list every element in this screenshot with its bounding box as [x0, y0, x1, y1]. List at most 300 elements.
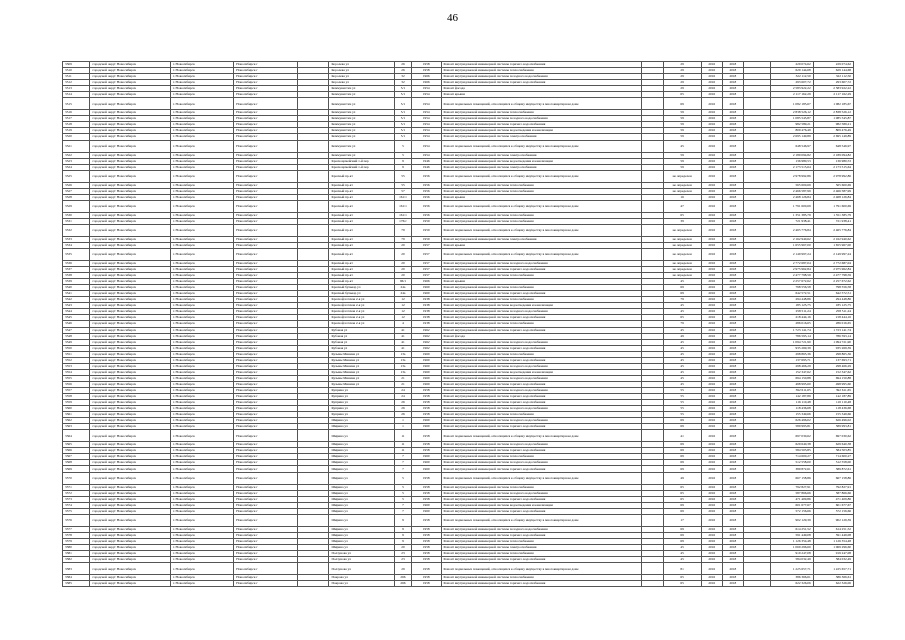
row-number: 3539	[63, 279, 90, 285]
wear-cell: 45	[663, 375, 701, 381]
row-number: 3546	[63, 321, 90, 327]
street-cell: Куприна ул	[329, 406, 395, 412]
district-cell: городской округ Новосибирск	[90, 557, 170, 563]
row-number: 3529	[63, 200, 90, 212]
cost-fund-cell: 2 583 922,22	[813, 86, 853, 92]
table-row	[63, 291, 854, 297]
city-cell: Новосибирск г	[234, 490, 297, 496]
start-year-cell: 2016	[701, 381, 722, 387]
year-cell: 1956	[411, 200, 441, 212]
table-row	[63, 188, 854, 194]
wear-cell: не определен	[663, 242, 701, 248]
city-cell: Новосибирск г	[234, 128, 297, 134]
empty-cell	[642, 430, 663, 442]
cost-total-cell: 2 173 515,64	[771, 164, 813, 170]
street-cell: Кузьмы Минина ул	[329, 369, 395, 375]
wear-cell: 49	[663, 333, 701, 339]
table-row	[63, 563, 854, 575]
city-cell: Новосибирск г	[234, 170, 297, 182]
cost-total-cell: 118 436,68	[771, 406, 813, 412]
wear-cell: 45	[663, 327, 701, 333]
house-cell: 24а	[395, 291, 412, 297]
city-long-cell: г. Новосибирск	[170, 297, 233, 303]
house-cell: 24а	[395, 285, 412, 291]
cost-total-cell: 2 162 940,62	[771, 236, 813, 242]
table-row	[63, 538, 854, 544]
year-cell: 1958	[411, 62, 441, 68]
work-type-cell: Ремонт подвальных помещений, относящихся к общему имуществу в многоквартирном доме	[441, 430, 642, 442]
end-year-cell: 2018	[722, 248, 743, 260]
city-cell: Новосибирск г	[234, 448, 297, 454]
table-row	[63, 466, 854, 472]
house-cell: 5/1	[395, 128, 412, 134]
table-row	[63, 267, 854, 273]
wear-cell: 45	[663, 303, 701, 309]
cost-fund-cell: 1 082 185,67	[813, 98, 853, 110]
table-row	[63, 170, 854, 182]
city-cell: Новосибирск г	[234, 212, 297, 218]
wear-cell: 69	[663, 502, 701, 508]
cost-total-cell: 809 476,49	[771, 128, 813, 134]
house-cell: 1	[395, 418, 412, 424]
year-cell: 1956	[411, 170, 441, 182]
row-number: 3561	[63, 412, 90, 418]
empty-cell	[642, 248, 663, 260]
table-row	[63, 526, 854, 532]
cost-fund-cell: 2 173 515,64	[813, 164, 853, 170]
cost-total-cell: 622 326,06	[771, 581, 813, 587]
work-type-cell: Ремонт внутридомовой инженерной системы холодного водоснабжения	[441, 363, 642, 369]
district-cell: городской округ Новосибирск	[90, 406, 170, 412]
cost-total-cell: 565 600,69	[771, 182, 813, 188]
street-cell: Королева ул	[329, 62, 395, 68]
table-row	[63, 369, 854, 375]
end-year-cell: 2018	[722, 381, 743, 387]
year-cell: 1954	[411, 152, 441, 158]
district-cell: городской округ Новосибирск	[90, 194, 170, 200]
table-row	[63, 224, 854, 236]
cost-fund-cell: 293 607,72	[813, 80, 853, 86]
empty-cell	[743, 430, 770, 442]
district-cell: городской округ Новосибирск	[90, 357, 170, 363]
cost-total-cell: 1 351 385,79	[771, 212, 813, 218]
table-row	[63, 62, 854, 68]
row-number: 3572	[63, 490, 90, 496]
empty-cell	[743, 224, 770, 236]
year-cell: 1954	[411, 98, 441, 110]
page-number: 46	[447, 12, 458, 24]
year-cell: 1938	[411, 315, 441, 321]
house-cell: 5	[395, 472, 412, 484]
wear-cell: 59	[663, 116, 701, 122]
street-cell: Ширина ул	[329, 514, 395, 526]
city-long-cell: г. Новосибирск	[170, 212, 233, 218]
cost-total-cell: 667 158,86	[771, 472, 813, 484]
city-cell: Новосибирск г	[234, 68, 297, 74]
wear-cell: 29	[663, 68, 701, 74]
cost-fund-cell: 792 827,91	[813, 484, 853, 490]
city-long-cell: г. Новосибирск	[170, 68, 233, 74]
city-long-cell: г. Новосибирск	[170, 490, 233, 496]
cost-fund-cell: 2 149 997,24	[813, 248, 853, 260]
city-cell: Новосибирск г	[234, 369, 297, 375]
end-year-cell: 2018	[722, 496, 743, 502]
table-row	[63, 134, 854, 140]
house-cell: 5/1	[395, 98, 412, 110]
start-year-cell: 2016	[701, 490, 722, 496]
street-cell: Кузьмы Минина ул	[329, 363, 395, 369]
wear-cell: 16	[663, 194, 701, 200]
city-cell: Новосибирск г	[234, 291, 297, 297]
year-cell: 1959	[411, 224, 441, 236]
district-cell: городской округ Новосибирск	[90, 430, 170, 442]
city-long-cell: г. Новосибирск	[170, 472, 233, 484]
street-cell: Ширина ул	[329, 526, 395, 532]
cost-fund-cell: 587 866,66	[813, 490, 853, 496]
city-cell: Новосибирск г	[234, 80, 297, 86]
row-number: 3573	[63, 496, 90, 502]
cost-fund-cell: 809 476,49	[813, 128, 853, 134]
year-cell: 1956	[411, 182, 441, 188]
work-type-cell: Ремонт внутридомовой инженерной системы холодного водоснабжения	[441, 339, 642, 345]
street-cell: Ширина ул	[329, 448, 395, 454]
cost-fund-cell: 721 938,41	[813, 218, 853, 224]
house-cell: 12	[395, 297, 412, 303]
row-number: 3559	[63, 400, 90, 406]
year-cell: 1966	[411, 279, 441, 285]
year-cell: 1938	[411, 303, 441, 309]
cost-fund-cell: 2 162 940,62	[813, 236, 853, 242]
wear-cell: 59	[663, 128, 701, 134]
work-type-cell: Ремонт внутридомовой инженерной системы холодного водоснабжения	[441, 418, 642, 424]
work-type-cell: Ремонт внутридомовой инженерной системы горячего водоснабжения	[441, 267, 642, 273]
city-cell: Новосибирск г	[234, 86, 297, 92]
street-cell: Кузьмы Минина ул	[329, 375, 395, 381]
cost-total-cell: 1 126 354,48	[771, 538, 813, 544]
table-row	[63, 454, 854, 460]
table-row	[63, 472, 854, 484]
district-cell: городской округ Новосибирск	[90, 333, 170, 339]
row-number: 3563	[63, 424, 90, 430]
city-cell: Новосибирск г	[234, 563, 297, 575]
cost-fund-cell: 935 269,39	[813, 345, 853, 351]
cost-total-cell: 116 110,48	[771, 400, 813, 406]
year-cell: 1938	[411, 297, 441, 303]
wear-cell: 69	[663, 454, 701, 460]
end-year-cell: 2018	[722, 273, 743, 279]
work-type-cell: Ремонт внутридомовой инженерной системы теплоснабжения	[441, 218, 642, 224]
wear-cell: не определен	[663, 182, 701, 188]
street-cell: Ширина ул	[329, 496, 395, 502]
work-type-cell: Ремонт внутридомовой инженерной системы холодного водоснабжения	[441, 375, 642, 381]
street-cell: Королева ул	[329, 68, 395, 74]
table-row	[63, 128, 854, 134]
table-row	[63, 339, 854, 345]
row-number: 3556	[63, 381, 90, 387]
year-cell: 1954	[411, 122, 441, 128]
wear-cell: 65	[663, 575, 701, 581]
work-type-cell: Ремонт внутридомовой инженерной системы теплоснабжения	[441, 182, 642, 188]
work-type-cell: Ремонт внутридомовой инженерной системы электроснабжения	[441, 236, 642, 242]
district-cell: городской округ Новосибирск	[90, 575, 170, 581]
district-cell: городской округ Новосибирск	[90, 309, 170, 315]
work-type-cell: Ремонт внутридомовой инженерной системы теплоснабжения	[441, 297, 642, 303]
table-row	[63, 297, 854, 303]
cost-fund-cell: 982 589,21	[813, 122, 853, 128]
house-cell: 9	[395, 158, 412, 164]
wear-cell: 65	[663, 581, 701, 587]
street-cell: Красный пр-кт	[329, 200, 395, 212]
end-year-cell: 2018	[722, 236, 743, 242]
city-cell: Новосибирск г	[234, 484, 297, 490]
cost-fund-cell: 294 448,86	[813, 297, 853, 303]
city-cell: Новосибирск г	[234, 442, 297, 448]
wear-cell: 29	[663, 86, 701, 92]
street-cell: Королева ул	[329, 74, 395, 80]
district-cell: городской округ Новосибирск	[90, 508, 170, 514]
street-cell: Куприна ул	[329, 412, 395, 418]
street-cell: Ширина ул	[329, 532, 395, 538]
house-cell: 20	[395, 544, 412, 550]
city-cell: Новосибирск г	[234, 394, 297, 400]
cost-total-cell: 591 449,08	[771, 532, 813, 538]
city-long-cell: г. Новосибирск	[170, 369, 233, 375]
city-cell: Новосибирск г	[234, 526, 297, 532]
work-type-cell: Ремонт внутридомовой инженерной системы холодного водоснабжения	[441, 74, 642, 80]
start-year-cell: 2016	[701, 188, 722, 194]
table-row	[63, 581, 854, 587]
street-cell: Красный пр-кт	[329, 236, 395, 242]
city-cell: Новосибирск г	[234, 242, 297, 248]
cost-total-cell: 2 189 094,82	[771, 152, 813, 158]
start-year-cell: 2016	[701, 418, 722, 424]
cost-fund-cell: 1 723 141,74	[813, 327, 853, 333]
street-cell: Ползунова ул	[329, 550, 395, 556]
city-cell: Новосибирск г	[234, 538, 297, 544]
wear-cell: 41	[663, 430, 701, 442]
street-cell: Покрова ул	[329, 581, 395, 587]
city-cell: Новосибирск г	[234, 321, 297, 327]
city-cell: Новосибирск г	[234, 62, 297, 68]
wear-cell: 69	[663, 442, 701, 448]
empty-cell	[743, 563, 770, 575]
city-long-cell: г. Новосибирск	[170, 110, 233, 116]
street-cell: Коммунистич ул	[329, 98, 395, 110]
cost-total-cell: 155 349,66	[771, 412, 813, 418]
work-type-cell: Ремонт внутридомовой инженерной системы теплоснабжения	[441, 285, 642, 291]
start-year-cell: 2016	[701, 267, 722, 273]
cost-total-cell: 136 980,53	[771, 158, 813, 164]
city-long-cell: г. Новосибирск	[170, 526, 233, 532]
cost-fund-cell: 386 366,61	[813, 575, 853, 581]
city-long-cell: г. Новосибирск	[170, 86, 233, 92]
district-cell: городской округ Новосибирск	[90, 369, 170, 375]
row-number: 3521	[63, 140, 90, 152]
work-type-cell: Ремонт фасада	[441, 86, 642, 92]
district-cell: городской округ Новосибирск	[90, 424, 170, 430]
work-type-cell: Ремонт подвальных помещений, относящихся к общему имуществу в многоквартирном доме	[441, 98, 642, 110]
district-cell: городской округ Новосибирск	[90, 418, 170, 424]
house-cell: 20	[395, 267, 412, 273]
city-long-cell: г. Новосибирск	[170, 418, 233, 424]
wear-cell: 69	[663, 508, 701, 514]
cost-fund-cell: 229 074,62	[813, 62, 853, 68]
table-row	[63, 412, 854, 418]
year-cell: 1954	[411, 110, 441, 116]
end-year-cell: 2018	[722, 575, 743, 581]
city-cell: Новосибирск г	[234, 200, 297, 212]
cost-total-cell: 322 112,50	[771, 74, 813, 80]
city-long-cell: г. Новосибирск	[170, 273, 233, 279]
row-number: 3579	[63, 538, 90, 544]
street-cell: Кубовая ул	[329, 327, 395, 333]
district-cell: городской округ Новосибирск	[90, 345, 170, 351]
city-long-cell: г. Новосибирск	[170, 484, 233, 490]
empty-cell	[642, 200, 663, 212]
city-cell: Новосибирск г	[234, 502, 297, 508]
start-year-cell: 2016	[701, 472, 722, 484]
house-cell: 5	[395, 152, 412, 158]
table-row	[63, 381, 854, 387]
table-row	[63, 86, 854, 92]
row-number: 3554	[63, 369, 90, 375]
district-cell: городской округ Новосибирск	[90, 158, 170, 164]
empty-cell	[297, 581, 329, 587]
table-row	[63, 285, 854, 291]
year-cell: 1958	[411, 538, 441, 544]
city-long-cell: г. Новосибирск	[170, 194, 233, 200]
cost-total-cell: 982 589,21	[771, 122, 813, 128]
city-cell: Новосибирск г	[234, 110, 297, 116]
year-cell: 1958	[411, 394, 441, 400]
city-cell: Новосибирск г	[234, 454, 297, 460]
cost-fund-cell: 118 436,68	[813, 406, 853, 412]
end-year-cell: 2018	[722, 394, 743, 400]
city-cell: Новосибирск г	[234, 532, 297, 538]
cost-fund-cell: 218 444,16	[813, 315, 853, 321]
table-row	[63, 248, 854, 260]
start-year-cell: 2016	[701, 538, 722, 544]
row-number: 3584	[63, 575, 90, 581]
end-year-cell: 2018	[722, 309, 743, 315]
empty-cell	[297, 224, 329, 236]
cost-fund-cell: 116 110,48	[813, 400, 853, 406]
cost-fund-cell: 626 496,02	[813, 418, 853, 424]
city-cell: Новосибирск г	[234, 303, 297, 309]
street-cell: Краснофлотская 2-я ул	[329, 315, 395, 321]
work-type-cell: Ремонт внутридомовой инженерной системы теплоснабжения	[441, 550, 642, 556]
row-number: 3540	[63, 285, 90, 291]
row-number: 3575	[63, 508, 90, 514]
work-type-cell: Ремонт внутридомовой инженерной системы горячего водоснабжения	[441, 394, 642, 400]
cost-fund-cell: 694 150,88	[813, 375, 853, 381]
table-row	[63, 557, 854, 563]
cost-fund-cell: 667 158,86	[813, 472, 853, 484]
city-long-cell: г. Новосибирск	[170, 544, 233, 550]
table-row	[63, 182, 854, 188]
row-number: 3582	[63, 557, 90, 563]
city-long-cell: г. Новосибирск	[170, 128, 233, 134]
house-cell: 5/1	[395, 134, 412, 140]
cost-total-cell: 584 032,49	[771, 557, 813, 563]
house-cell: 32	[395, 80, 412, 86]
cost-total-cell: 2 695 149,89	[771, 134, 813, 140]
city-long-cell: г. Новосибирск	[170, 454, 233, 460]
table-row	[63, 80, 854, 86]
city-long-cell: г. Новосибирск	[170, 315, 233, 321]
end-year-cell: 2018	[722, 182, 743, 188]
district-cell: городской округ Новосибирск	[90, 351, 170, 357]
year-cell: 1958	[411, 448, 441, 454]
city-long-cell: г. Новосибирск	[170, 496, 233, 502]
city-long-cell: г. Новосибирск	[170, 321, 233, 327]
house-cell: 20	[395, 273, 412, 279]
city-long-cell: г. Новосибирск	[170, 152, 233, 158]
wear-cell: 69	[663, 526, 701, 532]
cost-fund-cell: 1 069 296,60	[813, 544, 853, 550]
house-cell: 5/1	[395, 110, 412, 116]
end-year-cell: 2018	[722, 242, 743, 248]
wear-cell: не определен	[663, 224, 701, 236]
start-year-cell: 2016	[701, 80, 722, 86]
wear-cell: 55	[663, 412, 701, 418]
table-row	[63, 496, 854, 502]
street-cell: Красный пр-кт	[329, 194, 395, 200]
table-row	[63, 351, 854, 357]
start-year-cell: 2016	[701, 575, 722, 581]
city-cell: Новосибирск г	[234, 581, 297, 587]
work-type-cell: Ремонт внутридомовой инженерной системы горячего водоснабжения	[441, 80, 642, 86]
year-cell: 1956	[411, 212, 441, 218]
city-cell: Новосибирск г	[234, 575, 297, 581]
row-number: 3520	[63, 134, 90, 140]
table-row	[63, 164, 854, 170]
table-row	[63, 260, 854, 266]
work-type-cell: Ремонт внутридомовой инженерной системы горячего водоснабжения	[441, 448, 642, 454]
work-type-cell: Ремонт подвальных помещений, относящихся к общему имуществу в многоквартирном доме	[441, 248, 642, 260]
table-row	[63, 357, 854, 363]
start-year-cell: 2016	[701, 448, 722, 454]
table-row	[63, 279, 854, 285]
year-cell: 1960	[411, 363, 441, 369]
start-year-cell: 2016	[701, 194, 722, 200]
wear-cell: не определен	[663, 188, 701, 194]
end-year-cell: 2018	[722, 164, 743, 170]
cost-fund-cell: 298 466,29	[813, 363, 853, 369]
year-cell: 1960	[411, 357, 441, 363]
wear-cell: 45	[663, 140, 701, 152]
cost-total-cell: 298 865,36	[771, 351, 813, 357]
work-type-cell: Ремонт подвальных помещений, относящихся к общему имуществу в многоквартирном доме	[441, 472, 642, 484]
cost-fund-cell: 392 611,65	[813, 387, 853, 393]
work-type-cell: Ремонт внутридомовой инженерной системы холодного водоснабжения	[441, 387, 642, 393]
start-year-cell: 2016	[701, 182, 722, 188]
street-cell: Красный пр-кт	[329, 273, 395, 279]
start-year-cell: 2016	[701, 508, 722, 514]
cost-fund-cell: 2 468 126,84	[813, 194, 853, 200]
work-type-cell: Ремонт внутридомовой инженерной системы горячего водоснабжения	[441, 291, 642, 297]
row-number: 3515	[63, 98, 90, 110]
cost-total-cell: 2 583 922,22	[771, 86, 813, 92]
city-long-cell: г. Новосибирск	[170, 327, 233, 333]
year-cell: 1946	[411, 158, 441, 164]
table-row	[63, 363, 854, 369]
city-long-cell: г. Новосибирск	[170, 200, 233, 212]
house-cell: 161/1	[395, 212, 412, 218]
street-cell: Кузьмы Минина ул	[329, 381, 395, 387]
city-long-cell: г. Новосибирск	[170, 62, 233, 68]
empty-cell	[743, 581, 770, 587]
